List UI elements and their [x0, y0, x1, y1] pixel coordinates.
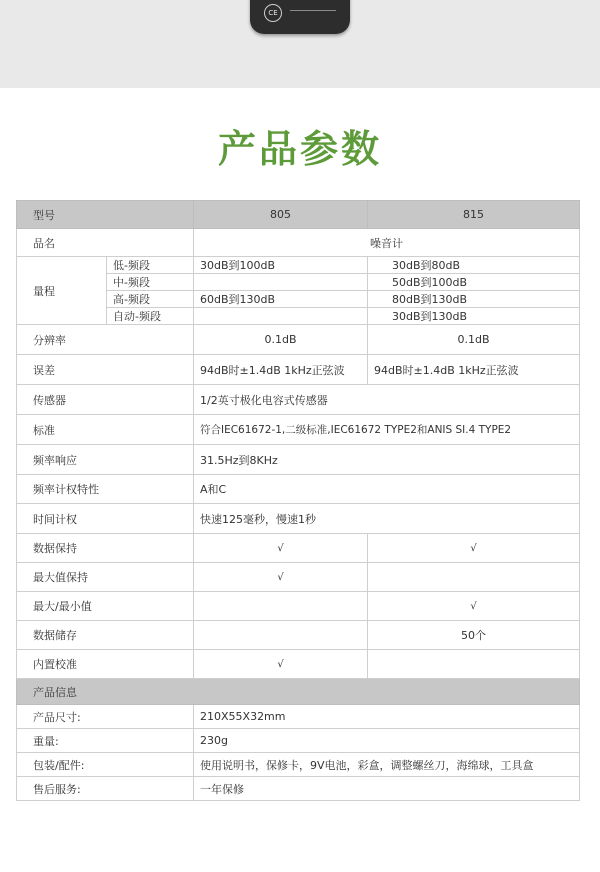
size-value: 210X55X32mm	[194, 705, 580, 729]
calibration-815	[368, 650, 580, 679]
header-model-label: 型号	[17, 201, 194, 229]
data-storage-805	[194, 621, 368, 650]
sensor-label: 传感器	[17, 385, 194, 415]
calibration-805: √	[194, 650, 368, 679]
data-hold-label: 数据保持	[17, 534, 194, 563]
freq-weighting-row	[17, 475, 580, 504]
calibration-row	[17, 650, 580, 679]
data-storage-row	[17, 621, 580, 650]
resolution-label: 分辨率	[17, 325, 194, 355]
service-row	[17, 777, 580, 801]
range-auto-805	[194, 308, 368, 325]
max-min-815: √	[368, 592, 580, 621]
range-band-mid: 中-频段	[107, 274, 194, 291]
package-label: 包装/配件:	[17, 753, 194, 777]
range-low-805: 30dB到100dB	[194, 257, 368, 274]
size-row	[17, 705, 580, 729]
error-row	[17, 355, 580, 385]
standard-row	[17, 415, 580, 445]
package-value: 使用说明书，保修卡，9V电池，彩盒，调整螺丝刀，海绵球，工具盒	[194, 753, 580, 777]
standard-value: 符合IEC61672-1,二级标准,IEC61672 TYPE2和ANIS SI.4 TYPE2	[194, 415, 580, 445]
freq-response-label: 频率响应	[17, 445, 194, 475]
error-label: 误差	[17, 355, 194, 385]
page-title: 产品参数	[217, 127, 382, 171]
max-hold-815	[368, 563, 580, 592]
product-name-row	[17, 229, 580, 257]
range-high-815: 80dB到130dB	[368, 291, 580, 308]
data-hold-805: √	[194, 534, 368, 563]
time-weighting-value: 快速125毫秒，慢速1秒	[194, 504, 580, 534]
resolution-row	[17, 325, 580, 355]
device-label-line	[290, 10, 336, 11]
range-band-high: 高-频段	[107, 291, 194, 308]
range-band-low: 低-频段	[107, 257, 194, 274]
freq-weighting-label: 频率计权特性	[17, 475, 194, 504]
header-row	[17, 201, 580, 229]
freq-response-value: 31.5Hz到8KHz	[194, 445, 580, 475]
range-high-805: 60dB到130dB	[194, 291, 368, 308]
resolution-805: 0.1dB	[194, 325, 368, 355]
range-auto-815: 30dB到130dB	[368, 308, 580, 325]
calibration-label: 内置校准	[17, 650, 194, 679]
product-image-band	[0, 0, 600, 88]
range-label: 量程	[17, 257, 107, 325]
range-mid-815: 50dB到100dB	[368, 274, 580, 291]
weight-row	[17, 729, 580, 753]
max-min-label: 最大/最小值	[17, 592, 194, 621]
info-section-row	[17, 679, 580, 705]
ce-mark-icon: CE	[264, 4, 282, 22]
max-hold-label: 最大值保持	[17, 563, 194, 592]
max-hold-805: √	[194, 563, 368, 592]
header-model-805: 805	[194, 201, 368, 229]
time-weighting-row	[17, 504, 580, 534]
error-805: 94dB时±1.4dB 1kHz正弦波	[194, 355, 368, 385]
sound-meter-device-image	[250, 0, 350, 34]
data-storage-label: 数据储存	[17, 621, 194, 650]
data-hold-815: √	[368, 534, 580, 563]
spec-table	[16, 200, 580, 801]
resolution-815: 0.1dB	[368, 325, 580, 355]
header-model-815: 815	[368, 201, 580, 229]
range-band-auto: 自动-频段	[107, 308, 194, 325]
freq-weighting-value: A和C	[194, 475, 580, 504]
size-label: 产品尺寸:	[17, 705, 194, 729]
service-value: 一年保修	[194, 777, 580, 801]
range-low-815: 30dB到80dB	[368, 257, 580, 274]
error-815: 94dB时±1.4dB 1kHz正弦波	[368, 355, 580, 385]
max-min-row	[17, 592, 580, 621]
time-weighting-label: 时间计权	[17, 504, 194, 534]
max-hold-row	[17, 563, 580, 592]
range-row-low	[17, 257, 580, 274]
package-row	[17, 753, 580, 777]
sensor-row	[17, 385, 580, 415]
data-storage-815: 50个	[368, 621, 580, 650]
product-name-value: 噪音计	[194, 229, 580, 257]
freq-response-row	[17, 445, 580, 475]
max-min-805	[194, 592, 368, 621]
weight-label: 重量:	[17, 729, 194, 753]
product-name-label: 品名	[17, 229, 194, 257]
range-mid-805	[194, 274, 368, 291]
service-label: 售后服务:	[17, 777, 194, 801]
standard-label: 标准	[17, 415, 194, 445]
data-hold-row	[17, 534, 580, 563]
sensor-value: 1/2英寸极化电容式传感器	[194, 385, 580, 415]
info-section-label: 产品信息	[17, 679, 580, 705]
weight-value: 230g	[194, 729, 580, 753]
